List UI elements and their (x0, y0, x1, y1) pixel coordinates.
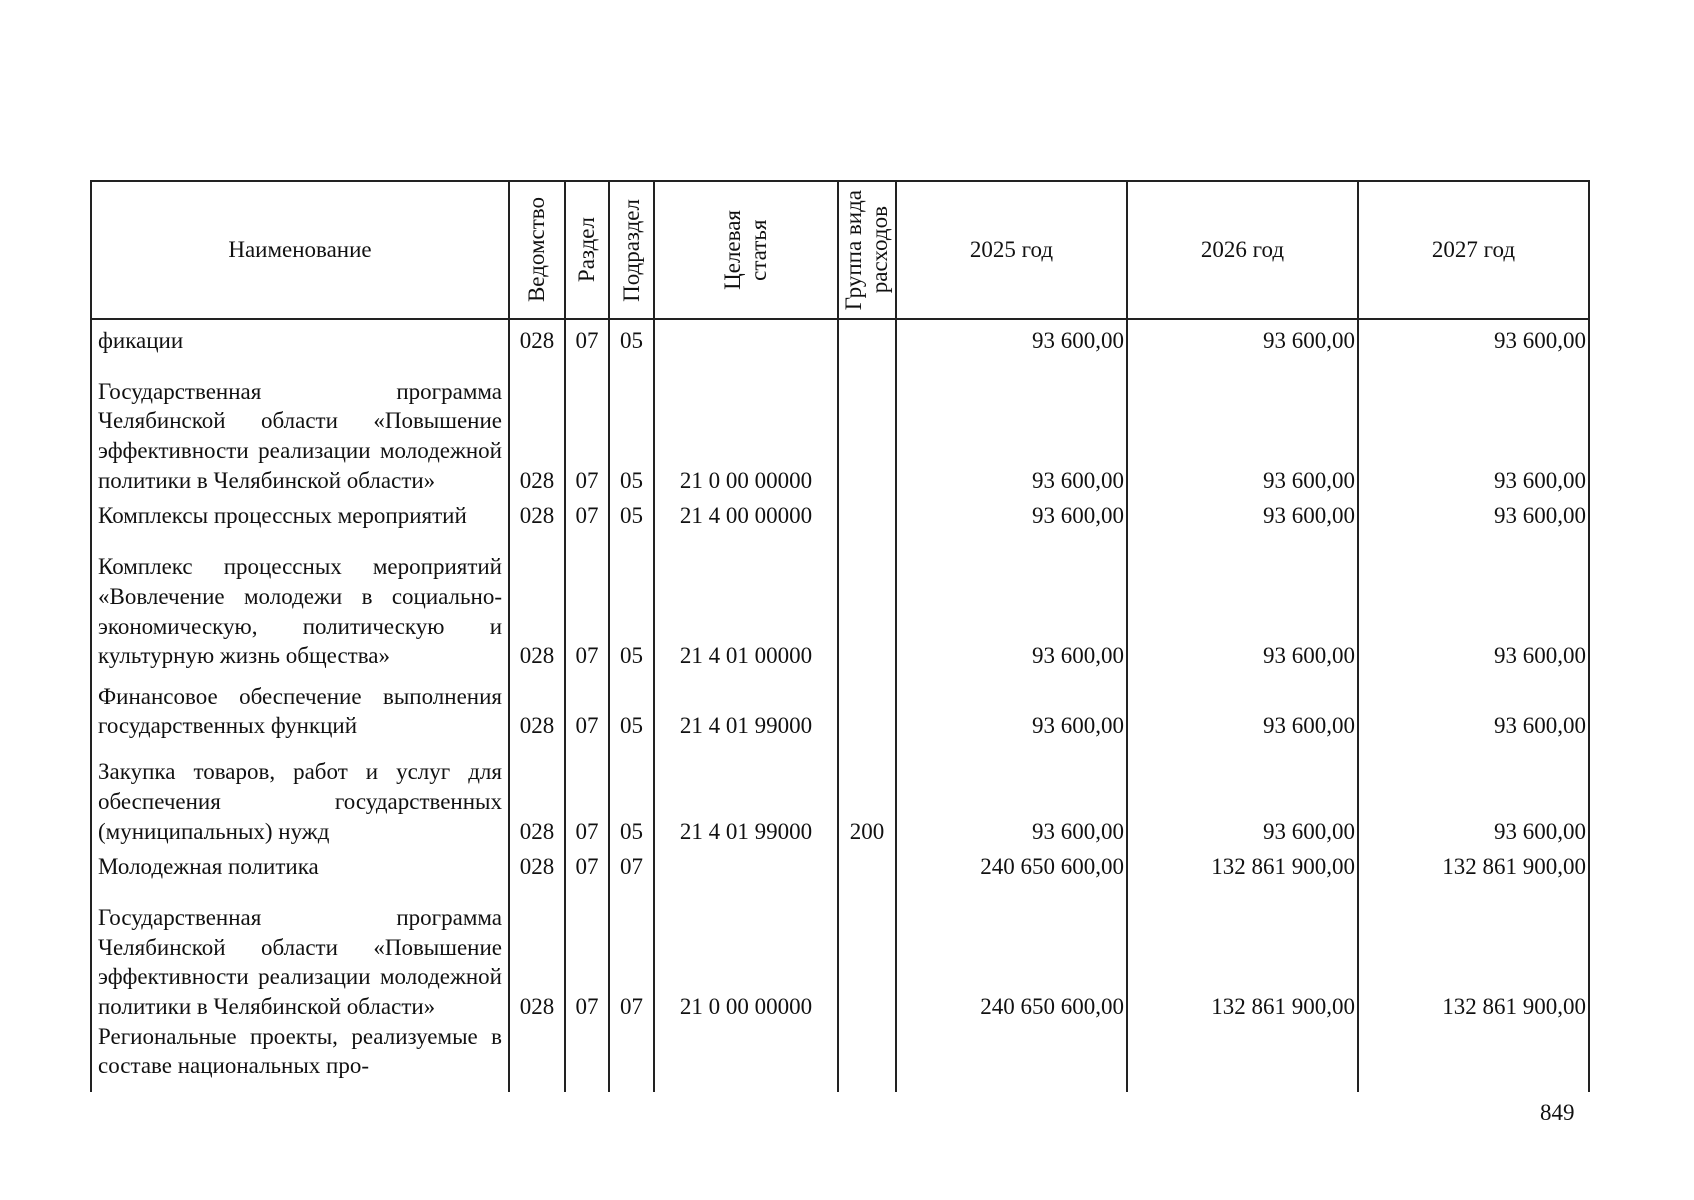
table-row (91, 881, 1589, 1021)
cell-podrazdel (609, 1022, 654, 1092)
cell-2025: 93 600,00 (896, 671, 1127, 741)
header-vedomstvo: Ведомство (509, 181, 565, 319)
cell-razdel: 07 (565, 671, 609, 741)
cell-2027: 93 600,00 (1358, 319, 1589, 355)
cell-2027: 93 600,00 (1358, 355, 1589, 495)
cell-tselevaya-statya: 21 0 00 00000 (654, 881, 838, 1021)
cell-tselevaya-statya: 21 4 01 99000 (654, 741, 838, 846)
cell-gruppa (838, 1022, 896, 1092)
cell-vedomstvo: 028 (509, 846, 565, 881)
table-row (91, 355, 1589, 495)
cell-name: Государственная программа Челябинской области «Повышение эффективности реализации молодежной политики в Челябинской области» (91, 355, 509, 495)
table-row (91, 671, 1589, 741)
cell-tselevaya-statya (654, 846, 838, 881)
cell-vedomstvo: 028 (509, 496, 565, 531)
cell-2025: 93 600,00 (896, 531, 1127, 671)
cell-2026: 132 861 900,00 (1127, 881, 1358, 1021)
table-row (91, 846, 1589, 881)
cell-name: Молодежная политика (91, 846, 509, 881)
cell-2027: 132 861 900,00 (1358, 846, 1589, 881)
cell-2026: 93 600,00 (1127, 671, 1358, 741)
cell-name: Государственная программа Челябинской области «Повышение эффективности реализации молодежной политики в Челябинской области» (91, 881, 509, 1021)
cell-tselevaya-statya (654, 319, 838, 355)
cell-2027: 93 600,00 (1358, 741, 1589, 846)
cell-name: Закупка товаров, работ и услуг для обеспечения государственных (муниципальных) нужд (91, 741, 509, 846)
cell-2025: 240 650 600,00 (896, 846, 1127, 881)
cell-2025: 93 600,00 (896, 741, 1127, 846)
header-gruppa-vida-rashodov: Группа вида расходов (838, 181, 896, 319)
cell-2025: 93 600,00 (896, 355, 1127, 495)
cell-razdel: 07 (565, 355, 609, 495)
cell-2027: 93 600,00 (1358, 531, 1589, 671)
cell-name: Комплекс процессных мероприятий «Вовлечение молодежи в социально-экономическую, политическую и культурную жизнь общества» (91, 531, 509, 671)
cell-gruppa (838, 496, 896, 531)
cell-gruppa (838, 881, 896, 1021)
table-row (91, 1022, 1589, 1092)
cell-name: Комплексы процессных мероприятий (91, 496, 509, 531)
header-2027: 2027 год (1358, 181, 1589, 319)
cell-razdel: 07 (565, 496, 609, 531)
table-header-row (91, 181, 1589, 319)
cell-tselevaya-statya: 21 0 00 00000 (654, 355, 838, 495)
cell-razdel: 07 (565, 846, 609, 881)
cell-podrazdel: 07 (609, 881, 654, 1021)
budget-table (90, 180, 1590, 1092)
cell-razdel: 07 (565, 531, 609, 671)
cell-2027 (1358, 1022, 1589, 1092)
table-body (91, 319, 1589, 1092)
cell-vedomstvo: 028 (509, 355, 565, 495)
cell-2025: 93 600,00 (896, 496, 1127, 531)
cell-razdel: 07 (565, 319, 609, 355)
cell-gruppa (838, 319, 896, 355)
cell-razdel (565, 1022, 609, 1092)
cell-2026: 93 600,00 (1127, 741, 1358, 846)
cell-2026: 93 600,00 (1127, 496, 1358, 531)
cell-vedomstvo: 028 (509, 671, 565, 741)
cell-2026: 93 600,00 (1127, 355, 1358, 495)
cell-name: Региональные проекты, реализуемые в составе национальных про- (91, 1022, 509, 1092)
header-name: Наименование (91, 181, 509, 319)
page-number: 849 (1540, 1100, 1575, 1125)
cell-2027: 93 600,00 (1358, 671, 1589, 741)
cell-razdel: 07 (565, 741, 609, 846)
cell-vedomstvo (509, 1022, 565, 1092)
cell-tselevaya-statya: 21 4 01 99000 (654, 671, 838, 741)
cell-2026: 132 861 900,00 (1127, 846, 1358, 881)
cell-tselevaya-statya (654, 1022, 838, 1092)
cell-2025: 240 650 600,00 (896, 881, 1127, 1021)
cell-podrazdel: 05 (609, 741, 654, 846)
cell-2025: 93 600,00 (896, 319, 1127, 355)
cell-gruppa (838, 846, 896, 881)
cell-2026 (1127, 1022, 1358, 1092)
cell-vedomstvo: 028 (509, 531, 565, 671)
cell-tselevaya-statya: 21 4 00 00000 (654, 496, 838, 531)
cell-2027: 132 861 900,00 (1358, 881, 1589, 1021)
cell-2026: 93 600,00 (1127, 531, 1358, 671)
table-row (91, 531, 1589, 671)
table-row (91, 496, 1589, 531)
cell-gruppa: 200 (838, 741, 896, 846)
cell-razdel: 07 (565, 881, 609, 1021)
cell-gruppa (838, 671, 896, 741)
cell-podrazdel: 05 (609, 531, 654, 671)
cell-2026: 93 600,00 (1127, 319, 1358, 355)
table-row (91, 319, 1589, 355)
header-2026: 2026 год (1127, 181, 1358, 319)
cell-podrazdel: 07 (609, 846, 654, 881)
cell-gruppa (838, 531, 896, 671)
cell-name: фикации (91, 319, 509, 355)
cell-2025 (896, 1022, 1127, 1092)
cell-2027: 93 600,00 (1358, 496, 1589, 531)
cell-name: Финансовое обеспечение выполнения государственных функций (91, 671, 509, 741)
cell-podrazdel: 05 (609, 355, 654, 495)
cell-podrazdel: 05 (609, 319, 654, 355)
header-razdel: Раздел (565, 181, 609, 319)
header-tselevaya-statya: Целевая статья (654, 181, 838, 319)
cell-podrazdel: 05 (609, 496, 654, 531)
table-row (91, 741, 1589, 846)
cell-tselevaya-statya: 21 4 01 00000 (654, 531, 838, 671)
cell-vedomstvo: 028 (509, 319, 565, 355)
cell-vedomstvo: 028 (509, 881, 565, 1021)
header-podrazdel: Подраздел (609, 181, 654, 319)
cell-vedomstvo: 028 (509, 741, 565, 846)
cell-podrazdel: 05 (609, 671, 654, 741)
header-2025: 2025 год (896, 181, 1127, 319)
cell-gruppa (838, 355, 896, 495)
